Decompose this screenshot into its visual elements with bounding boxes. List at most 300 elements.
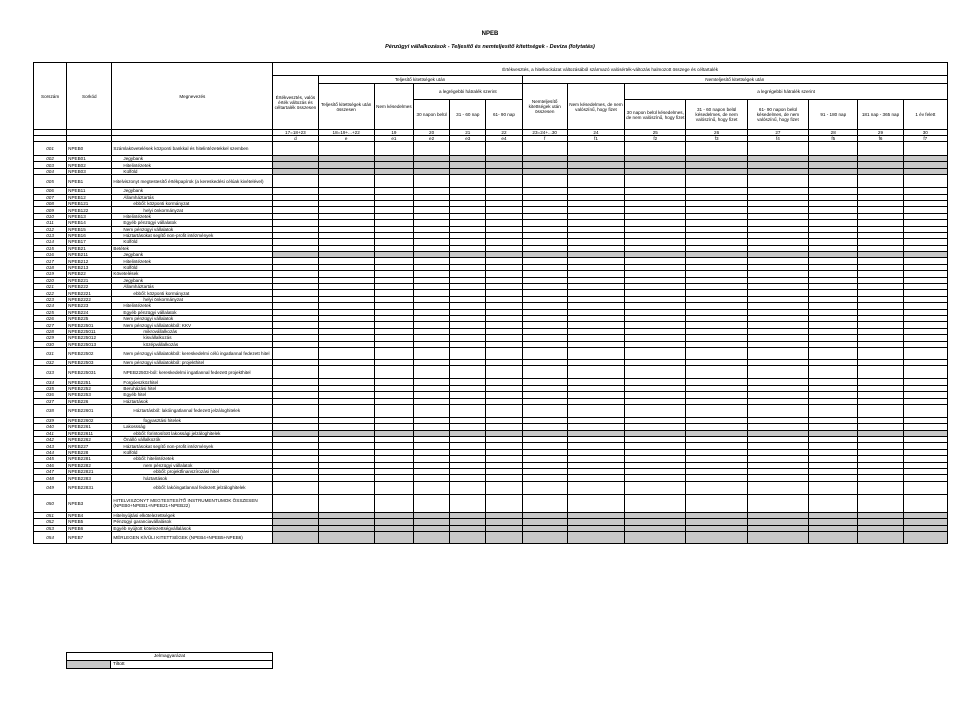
header-megnevezes: Megnevezés (112, 63, 273, 130)
header-colnum: 21 (450, 130, 486, 136)
header-teljesito-group: Teljesítő kitettségek után (318, 76, 522, 84)
row-number: 045 (34, 456, 67, 462)
row-number: 016 (34, 252, 67, 258)
value-cell[interactable] (686, 175, 747, 188)
row-code: NPEB212 (67, 258, 112, 264)
header-colnum: 25 (625, 130, 686, 136)
value-cell[interactable] (273, 347, 318, 359)
header-col-e2: 30 napon belül (414, 100, 450, 130)
value-cell[interactable] (486, 366, 522, 379)
row-name: ebből: központi kormányzat (112, 200, 273, 206)
value-cell[interactable] (903, 347, 947, 359)
row-number: 049 (34, 481, 67, 494)
table-row (34, 531, 948, 543)
row-code: NPEB13 (67, 213, 112, 219)
row-code: NPEB224 (67, 309, 112, 315)
value-cell[interactable] (318, 531, 374, 543)
header-colnum: 23=24+...30 (522, 130, 567, 136)
value-cell[interactable] (858, 347, 903, 359)
row-code: NPEB03 (67, 168, 112, 174)
value-cell[interactable] (625, 142, 686, 156)
row-number: 052 (34, 519, 67, 525)
value-cell[interactable] (858, 366, 903, 379)
value-cell[interactable] (686, 347, 747, 359)
value-cell[interactable] (686, 531, 747, 543)
row-code: NPEB225 (67, 315, 112, 321)
row-code: NPEB2222 (67, 296, 112, 302)
header-col-f2: 30 napon belül késedelmes, de nem valószínű, hogy fizet (625, 100, 686, 130)
header-colletter: e1 (374, 136, 413, 142)
header-colnum: 28 (809, 130, 858, 136)
header-colletter: f7 (903, 136, 947, 142)
value-cell[interactable] (450, 175, 486, 188)
value-cell[interactable] (374, 481, 413, 494)
value-cell[interactable] (858, 175, 903, 188)
value-cell[interactable] (273, 494, 318, 512)
header-colnum: 26 (686, 130, 747, 136)
row-code: NPEB22503 (67, 359, 112, 365)
value-cell[interactable] (486, 531, 522, 543)
value-cell[interactable] (522, 142, 567, 156)
value-cell[interactable] (747, 404, 808, 417)
value-cell[interactable] (567, 366, 624, 379)
value-cell[interactable] (273, 175, 318, 188)
table-row (34, 494, 948, 512)
legend-item-label: Tiltott (111, 661, 273, 669)
row-number: 012 (34, 226, 67, 232)
row-name: Hitelnyújtási elkötelezettségek (112, 512, 273, 518)
header-col-f3: 31 - 60 napon belül késedelmes, de nem valószínű, hogy fizet (686, 100, 747, 130)
row-name: Nem pénzügyi vállalatokból: kereskedelmi célú ingatlannal fedezett hitel (112, 347, 273, 359)
row-code: NPEB22602 (67, 417, 112, 423)
value-cell[interactable] (522, 531, 567, 543)
value-cell[interactable] (686, 366, 747, 379)
value-cell[interactable] (747, 481, 808, 494)
value-cell[interactable] (809, 142, 858, 156)
row-number: 006 (34, 188, 67, 194)
row-number: 009 (34, 207, 67, 213)
row-code: NPEB2281 (67, 456, 112, 462)
value-cell[interactable] (414, 531, 450, 543)
row-number: 031 (34, 347, 67, 359)
value-cell[interactable] (414, 142, 450, 156)
table-row (34, 347, 948, 359)
row-code: NPEB211 (67, 252, 112, 258)
header-nemteljesito-group: Nemteljesítő kitettségek után (522, 76, 947, 84)
value-cell[interactable] (809, 366, 858, 379)
value-cell[interactable] (567, 142, 624, 156)
value-cell[interactable] (903, 531, 947, 543)
value-cell[interactable] (522, 404, 567, 417)
value-cell[interactable] (625, 404, 686, 417)
row-number: 042 (34, 437, 67, 443)
row-name: Külföld (112, 239, 273, 245)
row-code: NPEB225031 (67, 366, 112, 379)
header-legregebbi-nemteljesito: a legrégebbi hátralék szerint (625, 84, 948, 100)
row-name: Jegybank (112, 188, 273, 194)
row-name: Hitelintézetek (112, 213, 273, 219)
value-cell[interactable] (522, 366, 567, 379)
value-cell[interactable] (809, 531, 858, 543)
row-number: 043 (34, 443, 67, 449)
row-code: NPEB226 (67, 398, 112, 404)
value-cell[interactable] (903, 481, 947, 494)
row-name: fogyasztási hitelek (112, 417, 273, 423)
row-code: NPEB16 (67, 232, 112, 238)
table-row (34, 366, 948, 379)
value-cell[interactable] (625, 366, 686, 379)
row-name: Államháztartás (112, 284, 273, 290)
row-number: 018 (34, 264, 67, 270)
row-code: NPEB5 (67, 519, 112, 525)
value-cell[interactable] (903, 142, 947, 156)
row-code: NPEB213 (67, 264, 112, 270)
value-cell[interactable] (273, 531, 318, 543)
row-name: Számlakövetelések központi bankkal és hitelintézetekkel szemben (112, 142, 273, 156)
value-cell[interactable] (374, 404, 413, 417)
row-code: NPEB0 (67, 142, 112, 156)
row-number: 026 (34, 315, 67, 321)
value-cell[interactable] (450, 481, 486, 494)
row-name: HITELVISZONYT MEGTESTESÍTŐ INSTRUMENTUMOK ÖSSZESEN (NPEB0+NPEB1+NPEB21+NPEB22) (112, 494, 273, 512)
row-number: 002 (34, 156, 67, 162)
value-cell[interactable] (858, 404, 903, 417)
value-cell[interactable] (318, 347, 374, 359)
row-name: Külföld (112, 449, 273, 455)
value-cell[interactable] (374, 531, 413, 543)
row-code: NPEB2262 (67, 437, 112, 443)
row-name: Külföld (112, 264, 273, 270)
header-colnum: 22 (486, 130, 522, 136)
row-name: Külföld (112, 168, 273, 174)
value-cell[interactable] (450, 494, 486, 512)
value-cell[interactable] (450, 366, 486, 379)
row-code: NPEB4 (67, 512, 112, 518)
row-number: 029 (34, 335, 67, 341)
page-subtitle: Pénzügyi vállalkozások - Teljesítő és nemteljesítő kitettségek - Deviza (folytatás) (385, 44, 595, 50)
value-cell[interactable] (374, 175, 413, 188)
row-code: NPEB223 (67, 303, 112, 309)
value-cell[interactable] (903, 404, 947, 417)
value-cell[interactable] (522, 175, 567, 188)
header-colletter: f2 (625, 136, 686, 142)
row-name: Egyéb hitel (112, 392, 273, 398)
row-code: NPEB225013 (67, 341, 112, 347)
header-col-f1: Nem késedelmes, de nem valószínű, hogy fizet (567, 84, 624, 130)
page-title: NPEB (481, 31, 499, 37)
value-cell[interactable] (486, 142, 522, 156)
value-cell[interactable] (686, 404, 747, 417)
row-name: mikrovállalkozás (112, 328, 273, 334)
table-row (34, 142, 948, 156)
header-colletter: e (318, 136, 374, 142)
header-col-f5: 91 - 180 nap (809, 100, 858, 130)
row-number: 017 (34, 258, 67, 264)
value-cell[interactable] (273, 366, 318, 379)
header-col-e1: Nem késedelmes (374, 84, 413, 130)
value-cell[interactable] (374, 142, 413, 156)
table-row (34, 404, 948, 417)
value-cell[interactable] (809, 347, 858, 359)
header-col-f6: 181 nap - 365 nap (858, 100, 903, 130)
value-cell[interactable] (374, 366, 413, 379)
value-cell[interactable] (625, 175, 686, 188)
value-cell[interactable] (486, 494, 522, 512)
value-cell[interactable] (567, 404, 624, 417)
row-code: NPEB2253 (67, 392, 112, 398)
value-cell[interactable] (318, 175, 374, 188)
value-cell[interactable] (858, 481, 903, 494)
value-cell[interactable] (522, 494, 567, 512)
value-cell[interactable] (686, 494, 747, 512)
row-name: ebből: hitelintézetek (112, 456, 273, 462)
value-cell[interactable] (567, 481, 624, 494)
row-code: NPEB7 (67, 531, 112, 543)
row-name: Pénzügyi garanciavállalások (112, 519, 273, 525)
row-code: NPEB122 (67, 207, 112, 213)
row-name: nem pénzügyi vállalatok (112, 462, 273, 468)
row-number: 051 (34, 512, 67, 518)
row-number: 047 (34, 469, 67, 475)
row-number: 040 (34, 424, 67, 430)
value-cell[interactable] (374, 494, 413, 512)
header-col-f7: 1 év felett (903, 100, 947, 130)
value-cell[interactable] (567, 531, 624, 543)
row-number: 046 (34, 462, 67, 468)
value-cell[interactable] (747, 347, 808, 359)
row-name: Egyéb pénzügyi vállalatok (112, 309, 273, 315)
legend-table (66, 652, 273, 669)
row-number: 027 (34, 322, 67, 328)
value-cell[interactable] (273, 142, 318, 156)
row-name: Háztartásból: lakóingatlannal fedezett jelzáloghitelek (112, 404, 273, 417)
header-colnum: 27 (747, 130, 808, 136)
row-name: Jegybank (112, 156, 273, 162)
value-cell[interactable] (318, 404, 374, 417)
row-number: 015 (34, 245, 67, 251)
header-col-e4: 61- 90 nap (486, 100, 522, 130)
row-name: Hitelintézetek (112, 303, 273, 309)
value-cell[interactable] (318, 142, 374, 156)
row-number: 033 (34, 366, 67, 379)
header-colletter: e4 (486, 136, 522, 142)
report-table (33, 62, 948, 544)
header-colnum: 29 (858, 130, 903, 136)
header-colnum: 18=19+...+22 (318, 130, 374, 136)
row-code: NPEB2283 (67, 475, 112, 481)
legend-swatch (67, 661, 111, 669)
row-name: Önálló vállalkozók (112, 437, 273, 443)
row-name: háztartások (112, 475, 273, 481)
row-number: 025 (34, 309, 67, 315)
value-cell[interactable] (625, 494, 686, 512)
row-number: 001 (34, 142, 67, 156)
value-cell[interactable] (414, 404, 450, 417)
row-number: 004 (34, 168, 67, 174)
value-cell[interactable] (450, 347, 486, 359)
row-code: NPEB22821 (67, 469, 112, 475)
row-number: 035 (34, 385, 67, 391)
row-code: NPEB228 (67, 449, 112, 455)
value-cell[interactable] (686, 481, 747, 494)
row-number: 053 (34, 525, 67, 531)
row-code: NPEB11 (67, 188, 112, 194)
value-cell[interactable] (486, 404, 522, 417)
row-code: NPEB2252 (67, 385, 112, 391)
row-name: Betétek (112, 245, 273, 251)
value-cell[interactable] (747, 175, 808, 188)
value-cell[interactable] (318, 481, 374, 494)
value-cell[interactable] (625, 531, 686, 543)
value-cell[interactable] (486, 347, 522, 359)
value-cell[interactable] (567, 175, 624, 188)
header-colletter: e2 (414, 136, 450, 142)
value-cell[interactable] (522, 481, 567, 494)
row-number: 034 (34, 379, 67, 385)
row-name: helyi önkormányzat (112, 296, 273, 302)
value-cell[interactable] (903, 175, 947, 188)
value-cell[interactable] (625, 347, 686, 359)
row-number: 037 (34, 398, 67, 404)
row-name: Hitelintézetek (112, 162, 273, 168)
value-cell[interactable] (809, 481, 858, 494)
value-cell[interactable] (414, 494, 450, 512)
row-code: NPEB22 (67, 271, 112, 277)
row-number: 007 (34, 194, 67, 200)
row-name: helyi önkormányzat (112, 207, 273, 213)
value-cell[interactable] (747, 531, 808, 543)
header-colletter: f5 (809, 136, 858, 142)
value-cell[interactable] (414, 347, 450, 359)
table-row (34, 175, 948, 188)
row-code: NPEB221 (67, 277, 112, 283)
row-name: Háztartások (112, 398, 273, 404)
value-cell[interactable] (450, 531, 486, 543)
value-cell[interactable] (567, 347, 624, 359)
value-cell[interactable] (903, 494, 947, 512)
value-cell[interactable] (809, 175, 858, 188)
header-colletter: e3 (450, 136, 486, 142)
row-code: NPEB3 (67, 494, 112, 512)
row-code: NPEB01 (67, 156, 112, 162)
header-colletter: f (522, 136, 567, 142)
row-number: 028 (34, 328, 67, 334)
row-code: NPEB14 (67, 220, 112, 226)
row-name: Követelések (112, 271, 273, 277)
row-name: ebből: központi kormányzat (112, 290, 273, 296)
row-number: 021 (34, 284, 67, 290)
value-cell[interactable] (625, 481, 686, 494)
value-cell[interactable] (450, 404, 486, 417)
header-top-group: Értékvesztés, a hitelkockázat változásából származó valósérték-változás halmozott összege és céltartalék (273, 63, 948, 76)
row-name: ebből: forintosított lakossági jelzáloghitelek (112, 430, 273, 436)
header-colnum: 30 (903, 130, 947, 136)
value-cell[interactable] (903, 366, 947, 379)
row-name: kisvállalkozás (112, 335, 273, 341)
row-name: ebből: projektfinanszírozási hitel (112, 469, 273, 475)
value-cell[interactable] (414, 481, 450, 494)
row-code: NPEB2251 (67, 379, 112, 385)
value-cell[interactable] (809, 404, 858, 417)
value-cell[interactable] (486, 175, 522, 188)
header-legregebbi-teljesito: a legrégebbi hátralék szerint (414, 84, 523, 100)
row-name: Egyéb nyújtott kötelezettségvállalások (112, 525, 273, 531)
header-sorkod: Sorkód (67, 63, 112, 130)
row-name: Egyéb pénzügyi vállalatok (112, 220, 273, 226)
row-code: NPEB121 (67, 200, 112, 206)
row-code: NPEB2282 (67, 462, 112, 468)
value-cell[interactable] (686, 142, 747, 156)
row-name: Jegybank (112, 252, 273, 258)
header-colletter: d (273, 136, 318, 142)
row-code: NPEB227 (67, 443, 112, 449)
value-cell[interactable] (522, 347, 567, 359)
row-code: NPEB02 (67, 162, 112, 168)
value-cell[interactable] (318, 494, 374, 512)
row-number: 011 (34, 220, 67, 226)
row-number: 054 (34, 531, 67, 543)
value-cell[interactable] (273, 404, 318, 417)
row-name: Beruházási hitel (112, 385, 273, 391)
header-colletter: f4 (747, 136, 808, 142)
value-cell[interactable] (747, 494, 808, 512)
value-cell[interactable] (858, 142, 903, 156)
row-name: Nem pénzügyi vállalatok (112, 315, 273, 321)
row-code: NPEB2261 (67, 424, 112, 430)
row-name: Hitelviszonyt megtestesítő értékpapírok (a kereskedési célúak kivételével) (112, 175, 273, 188)
value-cell[interactable] (414, 175, 450, 188)
row-name: MÉRLEGEN KÍVÜLI KITETTSÉGEK (NPEB4+NPEB5+NPEB6) (112, 531, 273, 543)
value-cell[interactable] (858, 494, 903, 512)
row-number: 044 (34, 449, 67, 455)
header-colletter: f6 (858, 136, 903, 142)
value-cell[interactable] (374, 347, 413, 359)
value-cell[interactable] (809, 494, 858, 512)
row-number: 041 (34, 430, 67, 436)
value-cell[interactable] (747, 366, 808, 379)
row-code: NPEB21 (67, 245, 112, 251)
header-col-f: Nemteljesítő kitettségek után összesen (522, 84, 567, 130)
row-number: 010 (34, 213, 67, 219)
row-code: NPEB22601 (67, 404, 112, 417)
row-number: 048 (34, 475, 67, 481)
row-number: 050 (34, 494, 67, 512)
row-number: 020 (34, 277, 67, 283)
row-code: NPEB6 (67, 525, 112, 531)
row-name: Nem pénzügyi vállalatokból: KKV (112, 322, 273, 328)
value-cell[interactable] (567, 494, 624, 512)
row-code: NPEB17 (67, 239, 112, 245)
header-colnum: 17=18+23 (273, 130, 318, 136)
header-col-d: Értékvesztés, valós érték változás és céltartalék összesen (273, 76, 318, 130)
value-cell[interactable] (273, 481, 318, 494)
value-cell[interactable] (858, 531, 903, 543)
row-number: 008 (34, 200, 67, 206)
value-cell[interactable] (414, 366, 450, 379)
value-cell[interactable] (450, 142, 486, 156)
value-cell[interactable] (747, 142, 808, 156)
row-code: NPEB15 (67, 226, 112, 232)
row-name: Jegybank (112, 277, 273, 283)
value-cell[interactable] (318, 366, 374, 379)
row-name: Államháztartás (112, 194, 273, 200)
row-number: 013 (34, 232, 67, 238)
row-code: NPEB22831 (67, 481, 112, 494)
header-sorszam: Sorszám (34, 63, 67, 130)
row-code: NPEB22502 (67, 347, 112, 359)
value-cell[interactable] (486, 481, 522, 494)
row-number: 003 (34, 162, 67, 168)
